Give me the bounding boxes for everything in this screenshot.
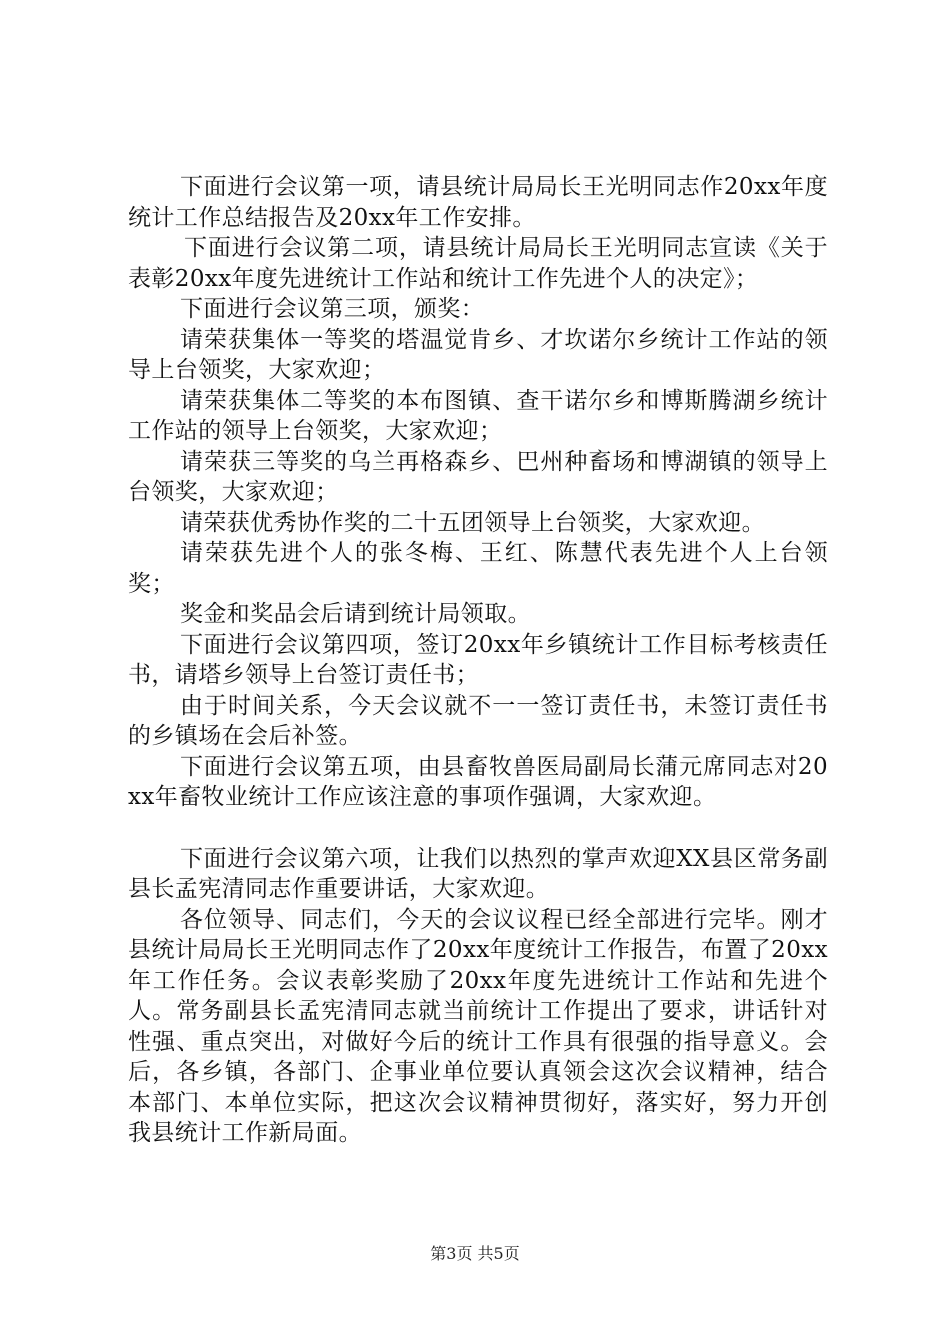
paragraph-item-8: 请荣获先进个人的张冬梅、王红、陈慧代表先进个人上台领奖； [128,540,828,597]
paragraph-item-12: 下面进行会议第五项，由县畜牧兽医局副局长蒲元席同志对20xx年畜牧业统计工作应该注意的事项作强调，大家欢迎。 [128,753,828,810]
paragraph-item-7: 请荣获优秀协作奖的二十五团领导上台领奖，大家欢迎。 [180,509,765,536]
paragraph-item-4: 请荣获集体一等奖的塔温觉肯乡、才坎诺尔乡统计工作站的领导上台领奖，大家欢迎； [128,326,828,383]
paragraph-item-13: 下面进行会议第六项，让我们以热烈的掌声欢迎XX县区常务副县长孟宪清同志作重要讲话，大家欢迎。 [128,845,828,902]
paragraph-item-14: 各位领导、同志们，今天的会议议程已经全部进行完毕。刚才县统计局局长王光明同志作了20xx年度统计工作报告，布置了20xx年工作任务。会议表彰奖励了20xx年度先进统计工作站和先进个人。常务副县长孟宪清同志就当前统计工作提出了要求，讲话针对性强、重点突出，对做好今后的统计工作具有很强的指导意义。会后，各乡镇，各部门、企事业单位要认真领会这次会议精神，结合本部门、本单位实际，把这次会议精神贯彻好，落实好，努力开创我县统计工作新局面。 [128,906,828,1146]
paragraph-item-5: 请荣获集体二等奖的本布图镇、查干诺尔乡和博斯腾湖乡统计工作站的领导上台领奖，大家欢迎； [128,387,828,444]
paragraph-item-9: 奖金和奖品会后请到统计局领取。 [180,601,531,627]
paragraph-item-10: 下面进行会议第四项，签订20xx年乡镇统计工作目标考核责任书，请塔乡领导上台签订责任书； [128,631,828,688]
paragraph-item-3: 下面进行会议第三项，颁奖： [180,296,485,322]
page-number-footer: 第3页 共5页 [430,1244,520,1263]
paragraph-item-1: 下面进行会议第一项，请县统计局局长王光明同志作20xx年度统计工作总结报告及20xx年工作安排。 [128,174,828,231]
paragraph-item-11: 由于时间关系，今天会议就不一一签订责任书，未签订责任书的乡镇场在会后补签。 [128,692,828,749]
paragraph-item-6: 请荣获三等奖的乌兰再格森乡、巴州种畜场和博湖镇的领导上台领奖，大家欢迎； [128,448,828,505]
paragraph-item-2: 下面进行会议第二项，请县统计局局长王光明同志宣读《关于表彰20xx年度先进统计工作站和统计工作先进个人的决定》； [128,235,828,292]
document-body [128,172,828,1149]
